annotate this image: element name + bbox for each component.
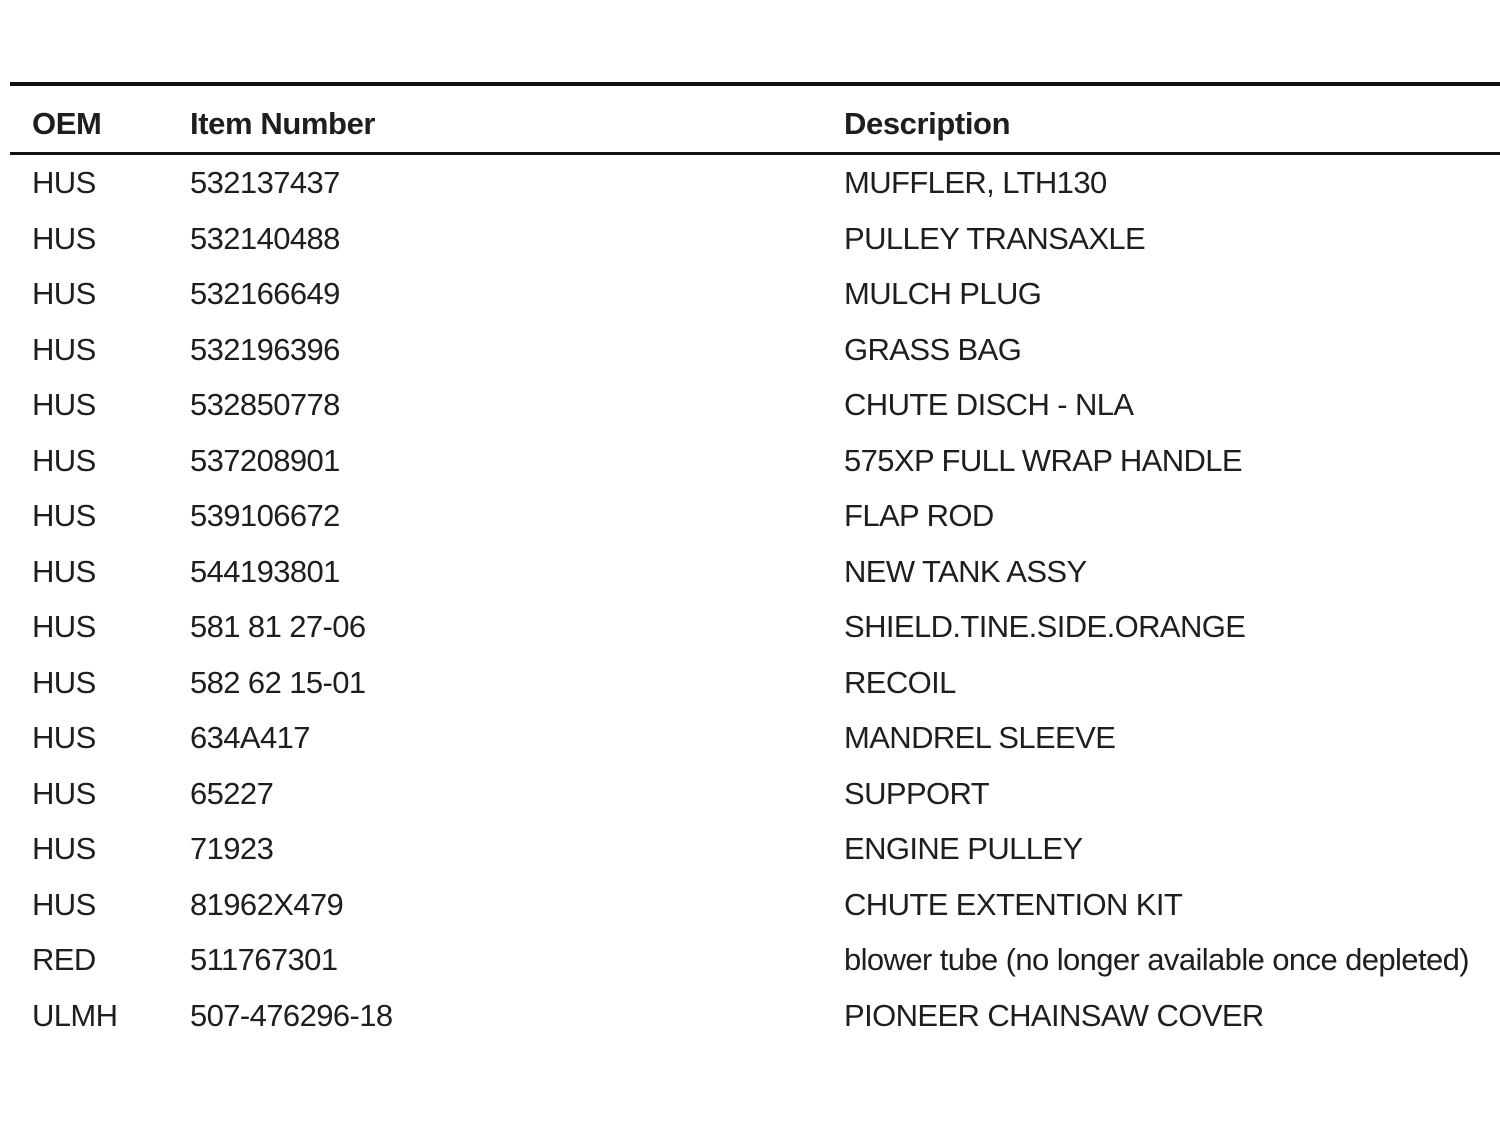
table-row [10, 821, 1500, 877]
oem-cell: HUS [32, 775, 96, 811]
description-cell: PIONEER CHAINSAW COVER [844, 997, 1264, 1033]
table-row [10, 932, 1500, 988]
table-row [10, 155, 1500, 211]
description-cell: blower tube (no longer available once depleted) [844, 942, 1469, 977]
oem-cell: ULMH [32, 997, 118, 1033]
table-row [10, 988, 1500, 1044]
description-cell: SUPPORT [844, 775, 990, 811]
table-body [10, 155, 1500, 1043]
table-header-row [10, 86, 1500, 155]
oem-cell: HUS [32, 442, 96, 478]
oem-cell: HUS [32, 276, 96, 311]
table-row [10, 377, 1500, 433]
table-row [10, 266, 1500, 322]
item-number-cell: 634A417 [190, 720, 310, 755]
description-cell: PULLEY TRANSAXLE [844, 220, 1146, 256]
item-number-cell: 71923 [190, 831, 274, 866]
description-cell: GRASS BAG [844, 331, 1022, 367]
description-cell: RECOIL [844, 664, 956, 700]
header-oem: OEM [32, 106, 102, 141]
item-number-cell: 532140488 [190, 220, 340, 256]
oem-cell: HUS [32, 331, 96, 367]
description-cell: MUFFLER, LTH130 [844, 165, 1107, 200]
parts-table [10, 82, 1500, 1043]
item-number-cell: 65227 [190, 775, 274, 811]
item-number-cell: 532196396 [190, 331, 340, 367]
table-row [10, 710, 1500, 766]
header-item-number: Item Number [190, 106, 376, 141]
oem-cell: RED [32, 942, 96, 977]
oem-cell: HUS [32, 498, 96, 533]
oem-cell: HUS [32, 165, 96, 200]
oem-cell: HUS [32, 664, 96, 700]
table-row [10, 488, 1500, 544]
item-number-cell: 539106672 [190, 498, 340, 533]
item-number-cell: 582 62 15-01 [190, 664, 366, 700]
oem-cell: HUS [32, 720, 96, 755]
description-cell: MULCH PLUG [844, 276, 1042, 311]
item-number-cell: 581 81 27-06 [190, 609, 366, 644]
oem-cell: HUS [32, 553, 96, 589]
description-cell: MANDREL SLEEVE [844, 720, 1116, 755]
oem-cell: HUS [32, 220, 96, 256]
table-row [10, 544, 1500, 600]
description-cell: 575XP FULL WRAP HANDLE [844, 442, 1243, 478]
description-cell: ENGINE PULLEY [844, 831, 1083, 866]
item-number-cell: 511767301 [190, 942, 338, 977]
description-cell: FLAP ROD [844, 498, 994, 533]
description-cell: CHUTE EXTENTION KIT [844, 886, 1183, 922]
item-number-cell: 532137437 [190, 165, 340, 200]
oem-cell: HUS [32, 831, 96, 866]
item-number-cell: 532166649 [190, 276, 340, 311]
item-number-cell: 507-476296-18 [190, 997, 393, 1033]
item-number-cell: 532850778 [190, 387, 340, 422]
table-row [10, 766, 1500, 822]
item-number-cell: 537208901 [190, 442, 340, 478]
oem-cell: HUS [32, 387, 96, 422]
item-number-cell: 544193801 [190, 553, 340, 589]
table-row [10, 322, 1500, 378]
header-description: Description [844, 106, 1011, 141]
table-row [10, 655, 1500, 711]
item-number-cell: 81962X479 [190, 886, 344, 922]
description-cell: SHIELD.TINE.SIDE.ORANGE [844, 609, 1246, 644]
table-row [10, 211, 1500, 267]
oem-cell: HUS [32, 609, 96, 644]
oem-cell: HUS [32, 886, 96, 922]
table-row [10, 433, 1500, 489]
table-row [10, 877, 1500, 933]
description-cell: NEW TANK ASSY [844, 553, 1087, 589]
description-cell: CHUTE DISCH - NLA [844, 387, 1134, 422]
table-row [10, 599, 1500, 655]
